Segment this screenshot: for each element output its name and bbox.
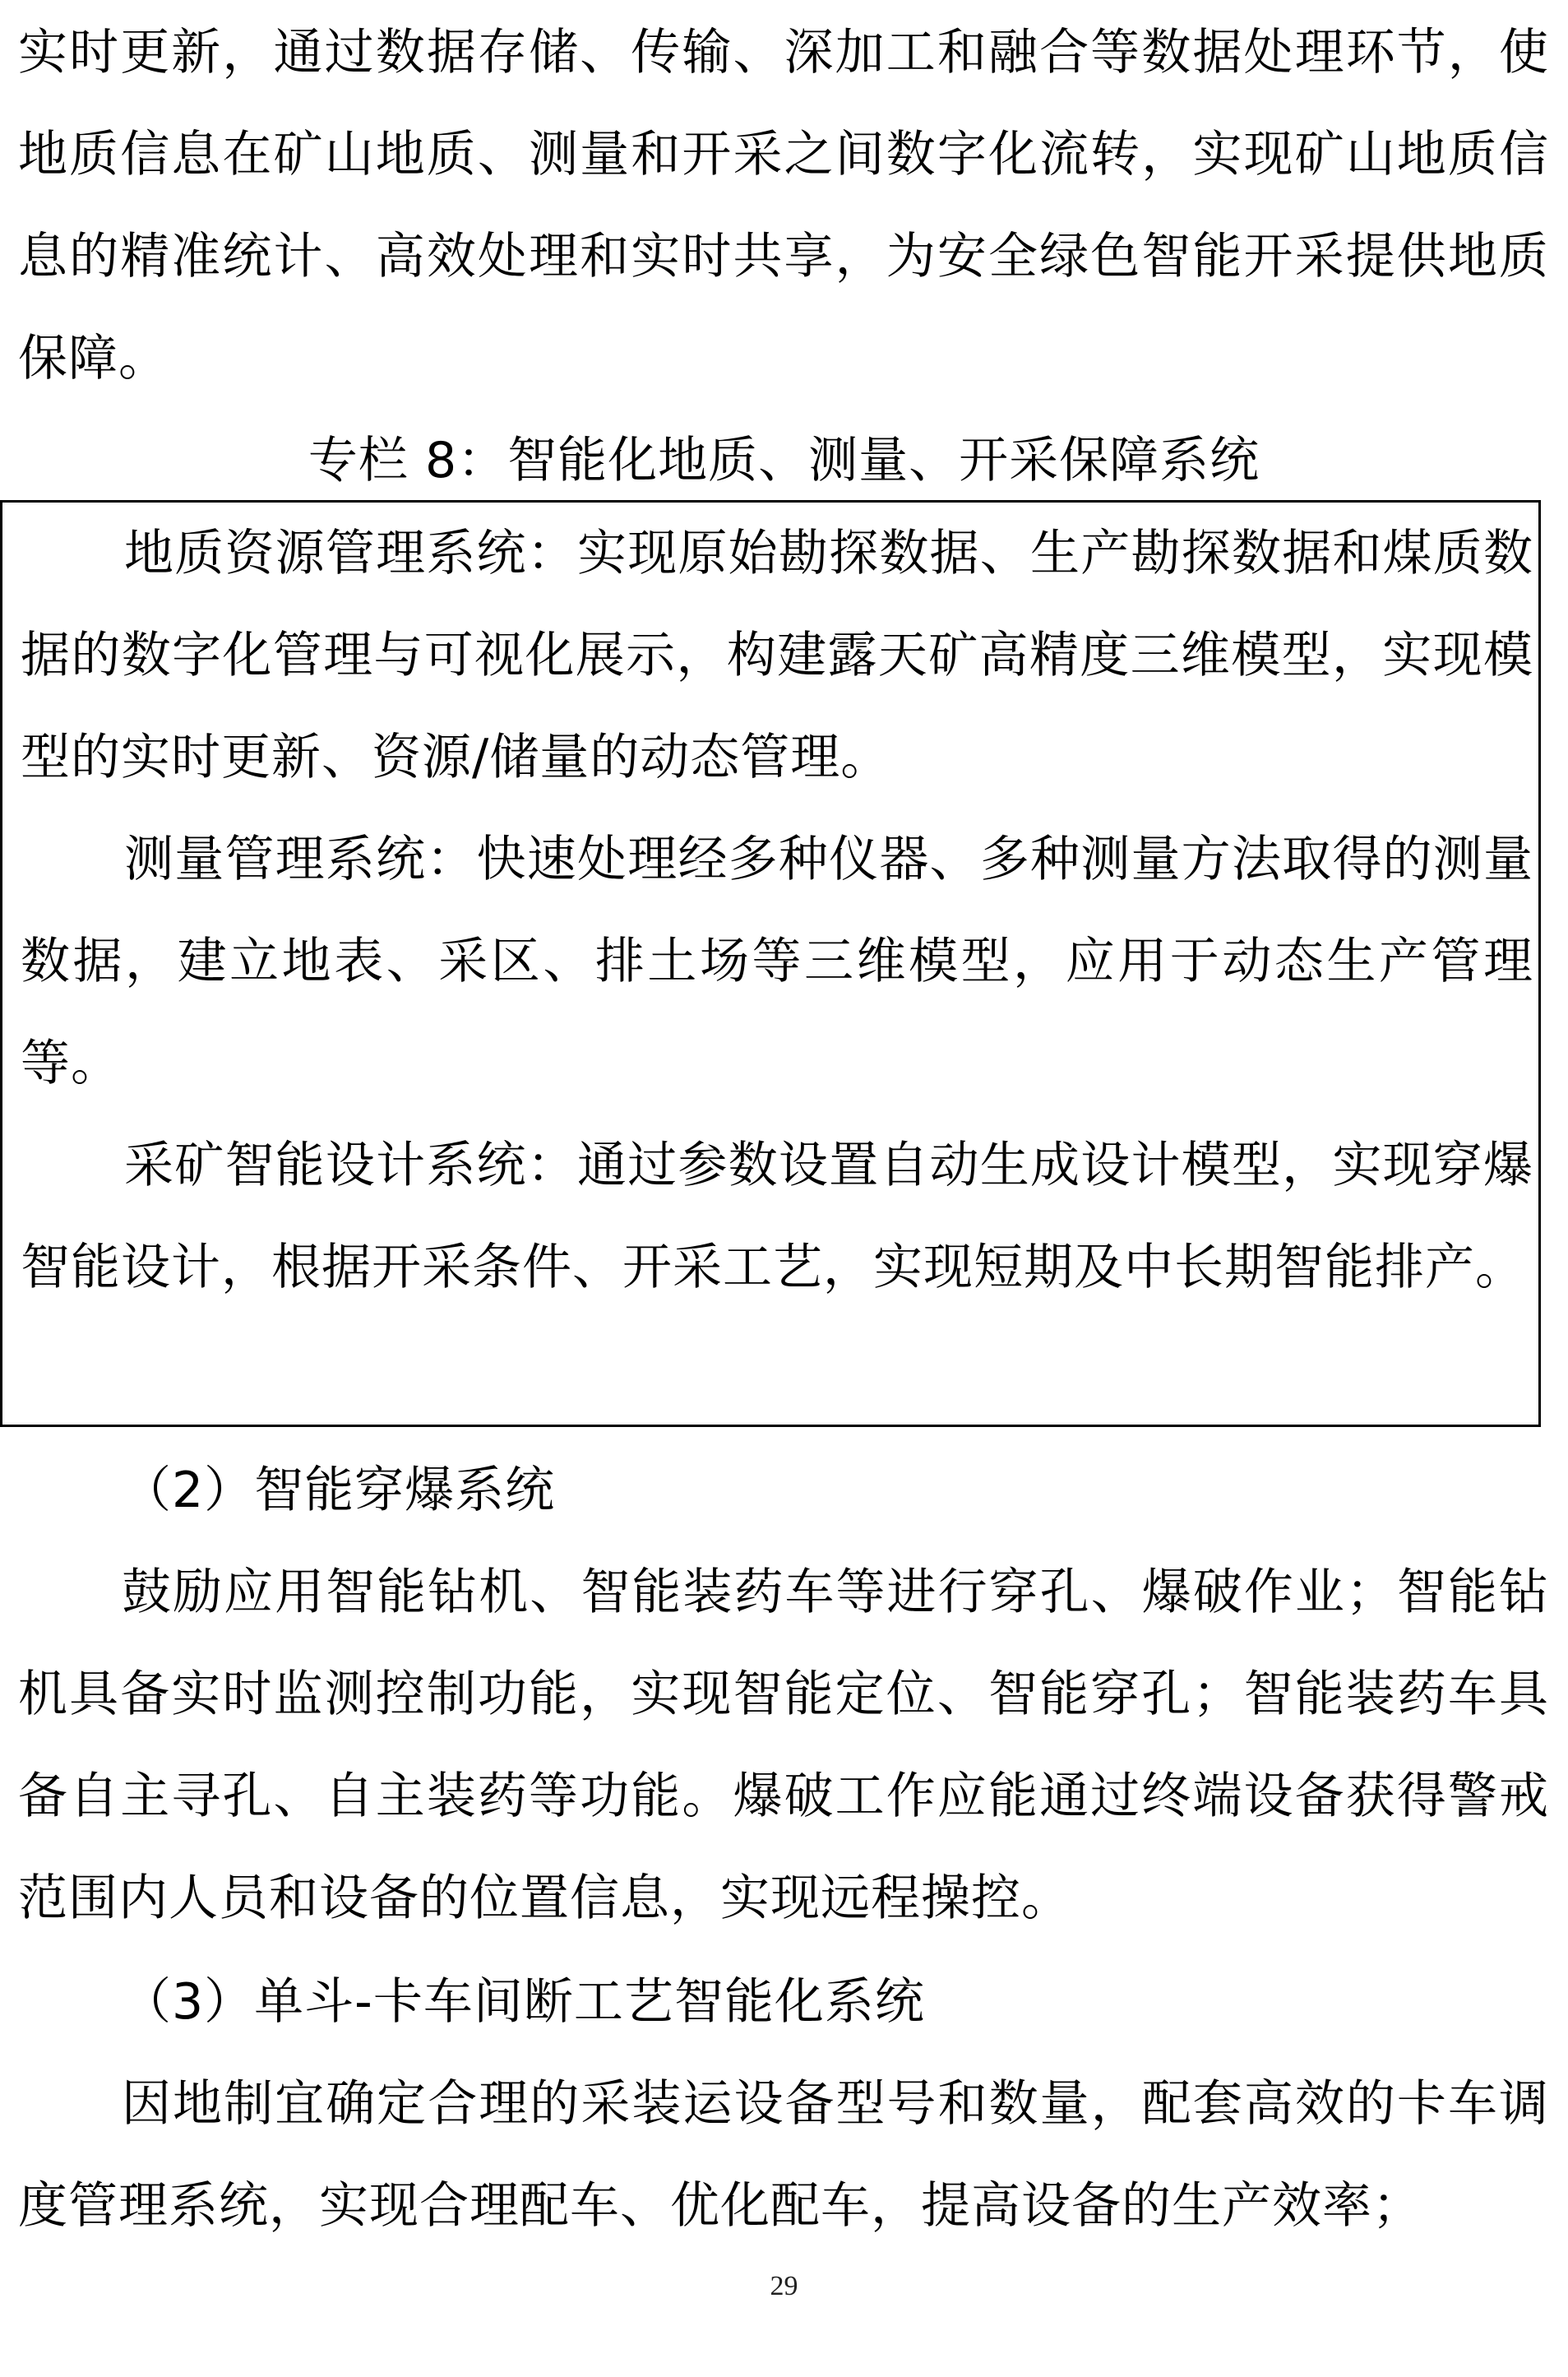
column-box (0, 500, 1541, 1427)
column-item-geology: 地质资源管理系统：实现原始勘探数据、生产勘探数据和煤质数据的数字化管理与可视化展示，构建露天矿高精度三维模型，实现模型的实时更新、资源/储量的动态管理。 (21, 525, 1533, 786)
section-3-heading: （3）单斗-卡车间断工艺智能化系统 (122, 1973, 925, 2031)
column-item-mining-design: 采矿智能设计系统：通过参数设置自动生成设计模型，实现穿爆智能设计，根据开采条件、开采工艺，实现短期及中长期智能排产。 (21, 1137, 1533, 1296)
section-2-paragraph: 鼓励应用智能钻机、智能装药车等进行穿孔、爆破作业；智能钻机具备实时监测控制功能，实现智能定位、智能穿孔；智能装药车具备自主寻孔、自主装药等功能。爆破工作应能通过终端设备获得警戒范围内人员和设备的位置信息，实现远程操控。 (18, 1564, 1549, 1927)
column-item-survey: 测量管理系统：快速处理经多种仪器、多种测量方法取得的测量数据，建立地表、采区、排土场等三维模型，应用于动态生产管理等。 (21, 831, 1533, 1092)
section-2-heading: （2）智能穿爆系统 (122, 1462, 556, 1519)
column-caption: 专栏 8：智能化地质、测量、开采保障系统 (308, 432, 1260, 489)
page-number: 29 (770, 2271, 798, 2301)
section-3-paragraph: 因地制宜确定合理的采装运设备型号和数量，配套高效的卡车调度管理系统，实现合理配车、优化配车，提高设备的生产效率； (18, 2075, 1549, 2235)
intro-paragraph: 实时更新，通过数据存储、传输、深加工和融合等数据处理环节，使地质信息在矿山地质、测量和开采之间数字化流转，实现矿山地质信息的精准统计、高效处理和实时共享，为安全绿色智能开采提供地质保障。 (18, 24, 1549, 387)
